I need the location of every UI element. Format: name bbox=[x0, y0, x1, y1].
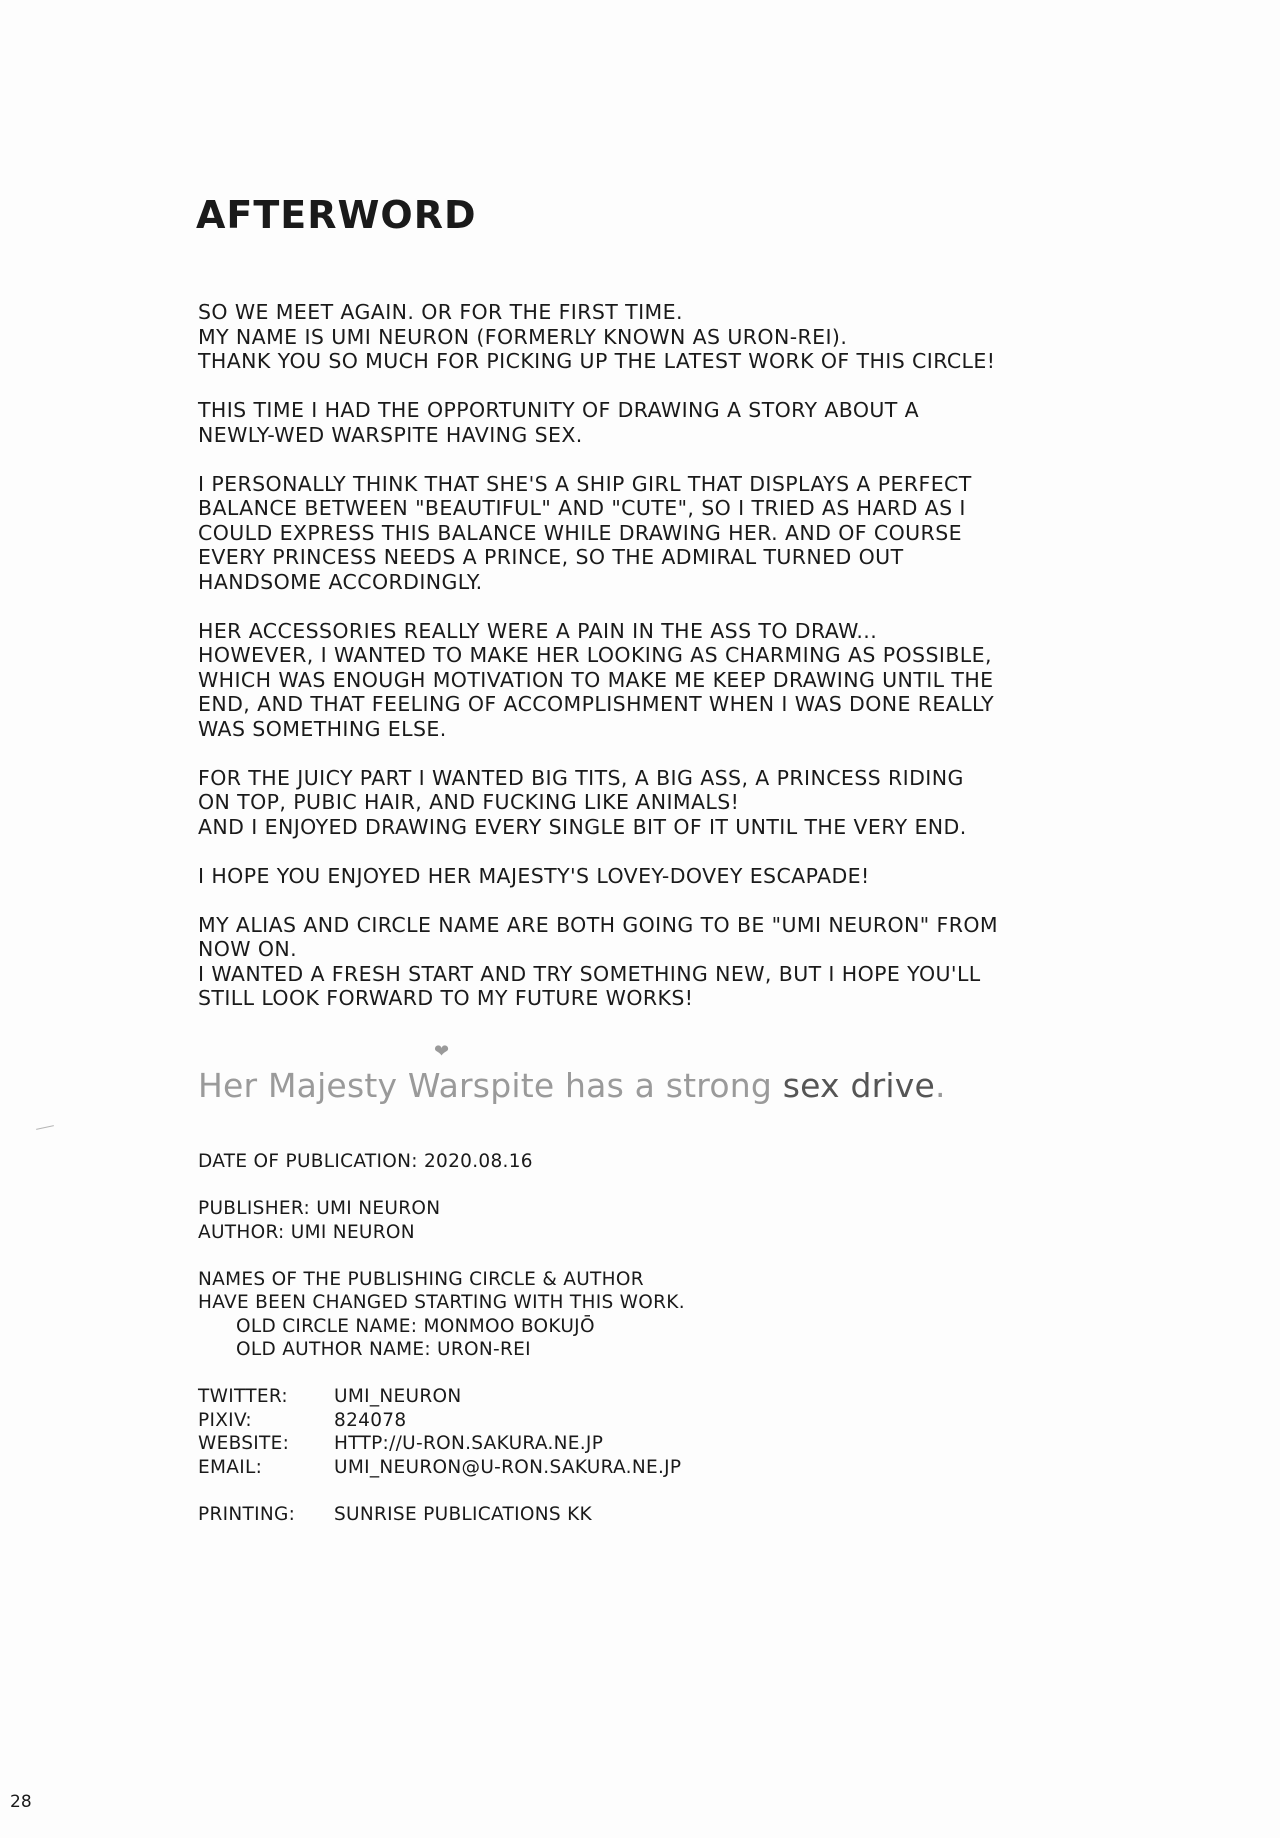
publisher-author-block bbox=[198, 1197, 1078, 1244]
afterword-body bbox=[198, 300, 1078, 1035]
afterword-paragraph: HER ACCESSORIES REALLY WERE A PAIN IN THE ASS TO DRAW... HOWEVER, I WANTED TO MAKE HER LOOKING AS CHARMING AS POSSIBLE, WHICH WAS ENOUGH MOTIVATION TO MAKE ME KEEP DRAWING UNTIL THE END, AND THAT FEELING OF ACCOMPLISHMENT WHEN I WAS DONE REALLY WAS SOMETHING ELSE. bbox=[198, 618, 995, 741]
printing-label: PRINTING: bbox=[198, 1503, 296, 1525]
contact-row-website bbox=[198, 1432, 681, 1456]
contact-row-twitter bbox=[198, 1385, 681, 1409]
contact-value: HTTP://U-RON.SAKURA.NE.JP bbox=[334, 1433, 604, 1454]
publication-date: DATE OF PUBLICATION: 2020.08.16 bbox=[198, 1151, 533, 1172]
colophon bbox=[198, 1150, 1078, 1550]
afterword-paragraph: MY ALIAS AND CIRCLE NAME ARE BOTH GOING TO BE "UMI NEURON" FROM NOW ON. I WANTED A FRESH START AND TRY SOMETHING NEW, BUT I HOPE YOU'LL STILL LOOK FORWARD TO MY FUTURE WORKS! bbox=[198, 912, 998, 1010]
old-circle-line: OLD CIRCLE NAME: MONMOO BOKUJŌ bbox=[236, 1315, 595, 1337]
name-change-line: NAMES OF THE PUBLISHING CIRCLE & AUTHOR bbox=[198, 1268, 644, 1290]
contact-label: WEBSITE: bbox=[198, 1433, 290, 1454]
printing-table bbox=[198, 1503, 592, 1527]
book-title bbox=[198, 1066, 946, 1106]
contact-label: TWITTER: bbox=[198, 1386, 288, 1407]
page-number: 28 bbox=[10, 1792, 32, 1812]
contact-value: 824078 bbox=[334, 1409, 407, 1431]
book-title-period: . bbox=[934, 1066, 946, 1105]
heart-icon: ❤ bbox=[434, 1041, 450, 1062]
author-line: AUTHOR: UMI NEURON bbox=[198, 1221, 415, 1243]
afterword-paragraph: I PERSONALLY THINK THAT SHE'S A SHIP GIRL THAT DISPLAYS A PERFECT BALANCE BETWEEN "BEAUTIFUL" AND "CUTE", SO I TRIED AS HARD AS I COULD EXPRESS THIS BALANCE WHILE DRAWING HER. AND OF COURSE EVERY PRINCESS NEEDS A PRINCE, SO THE ADMIRAL TURNED OUT HANDSOME ACCORDINGLY. bbox=[198, 471, 972, 594]
afterword-paragraph: SO WE MEET AGAIN. OR FOR THE FIRST TIME. MY NAME IS UMI NEURON (FORMERLY KNOWN AS URON-REI). THANK YOU SO MUCH FOR PICKING UP THE LATEST WORK OF THIS CIRCLE! bbox=[198, 300, 996, 373]
contact-row-pixiv bbox=[198, 1409, 681, 1433]
publisher-line: PUBLISHER: UMI NEURON bbox=[198, 1198, 441, 1219]
afterword-heading: AFTERWORD bbox=[196, 193, 477, 237]
name-change-line: HAVE BEEN CHANGED STARTING WITH THIS WORK. bbox=[198, 1292, 685, 1313]
contact-label: PIXIV: bbox=[198, 1409, 252, 1431]
scan-mark bbox=[36, 1125, 54, 1130]
old-author-line: OLD AUTHOR NAME: URON-REI bbox=[236, 1339, 531, 1360]
printing-value: SUNRISE PUBLICATIONS KK bbox=[334, 1503, 592, 1525]
book-title-part2: sex drive bbox=[782, 1066, 935, 1105]
contact-table bbox=[198, 1385, 681, 1479]
printing-row bbox=[198, 1503, 592, 1527]
name-change-block bbox=[198, 1268, 1078, 1362]
contact-row-email bbox=[198, 1456, 681, 1480]
afterword-paragraph: I HOPE YOU ENJOYED HER MAJESTY'S LOVEY-DOVEY ESCAPADE! bbox=[198, 863, 870, 888]
contact-label: EMAIL: bbox=[198, 1456, 263, 1478]
afterword-paragraph: FOR THE JUICY PART I WANTED BIG TITS, A BIG ASS, A PRINCESS RIDING ON TOP, PUBIC HAIR, AND FUCKING LIKE ANIMALS! AND I ENJOYED DRAWING EVERY SINGLE BIT OF IT UNTIL THE VERY END. bbox=[198, 765, 967, 839]
afterword-paragraph: THIS TIME I HAD THE OPPORTUNITY OF DRAWING A STORY ABOUT A NEWLY-WED WARSPITE HAVING SEX. bbox=[198, 398, 920, 447]
contact-value: UMI_NEURON bbox=[334, 1386, 462, 1407]
book-title-part1: Her Majesty Warspite has a strong bbox=[198, 1066, 772, 1105]
contact-value: UMI_NEURON@U-RON.SAKURA.NE.JP bbox=[334, 1456, 682, 1478]
